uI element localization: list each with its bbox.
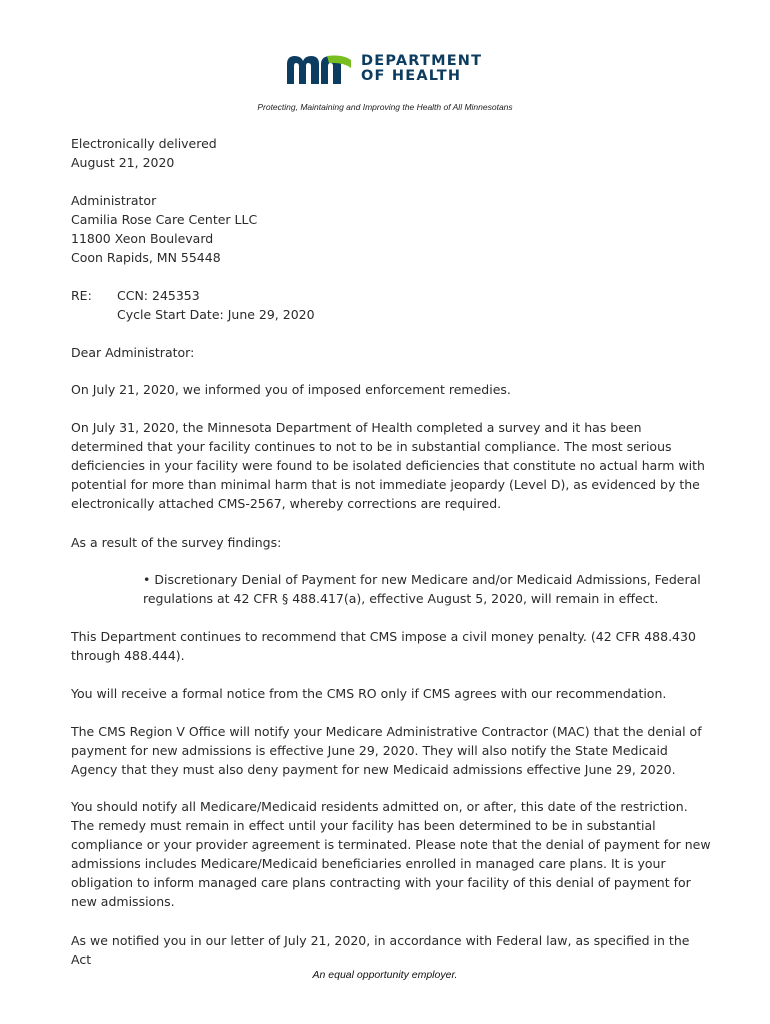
paragraph-1-text: On July 21, 2020, we informed you of imposed enforcement remedies. (71, 382, 511, 397)
paragraph-6 (71, 722, 711, 779)
recipient-facility: Camilia Rose Care Center LLC (71, 212, 258, 227)
paragraph-4 (71, 627, 711, 665)
delivery-method: Electronically delivered (71, 136, 217, 151)
recipient-city: Coon Rapids, MN 55448 (71, 250, 221, 265)
paragraph-5-text: You will receive a formal notice from the CMS RO only if CMS agrees with our recommendation. (71, 686, 667, 701)
re-cycle-start: Cycle Start Date: June 29, 2020 (117, 307, 315, 322)
paragraph-1 (71, 380, 711, 399)
paragraph-7 (71, 797, 711, 911)
tagline: Protecting, Maintaining and Improving the Health of All Minnesotans (257, 102, 513, 112)
salutation: Dear Administrator: (71, 345, 195, 360)
paragraph-7-text: You should notify all Medicare/Medicaid residents admitted on, or after, this date of the restriction. The remedy must remain in effect until your facility has been determined to be in substantial compliance or your provider agreement is terminated. Please note that the denial of payment for new admissions includes Medicare/Medicaid beneficiaries enrolled in managed care plans. It is your obligation to inform managed care plans contracting with your facility of this denial of payment for new admissions. (71, 799, 711, 909)
org-name-line2: OF HEALTH (361, 68, 462, 84)
mdh-logo (285, 52, 482, 86)
re-label: RE: (71, 288, 92, 303)
paragraph-2 (71, 418, 711, 513)
org-name-line1: DEPARTMENT (361, 53, 483, 69)
paragraph-4-text: This Department continues to recommend that CMS impose a civil money penalty. (42 CFR 488.430 through 488.444). (71, 629, 696, 663)
recipient-street: 11800 Xeon Boulevard (71, 231, 214, 246)
paragraph-8-text: As we notified you in our letter of July 21, 2020, in accordance with Federal law, as specified in the Act (71, 933, 690, 967)
paragraph-3-text: As a result of the survey findings: (71, 535, 282, 550)
re-ccn: CCN: 245353 (117, 288, 200, 303)
remedy-bullet (143, 570, 703, 608)
mn-logo-icon (285, 54, 353, 84)
paragraph-6-text: The CMS Region V Office will notify your Medicare Administrative Contractor (MAC) that the denial of payment for new admissions is effective June 29, 2020. They will also notify the State Medicaid Agency that they must also deny payment for new Medicaid admissions effective June 29, 2020. (71, 724, 702, 777)
paragraph-2-text: On July 31, 2020, the Minnesota Department of Health completed a survey and it has been determined that your facility continues to not to be in substantial compliance. The most serious deficiencies in your facility were found to be isolated deficiencies that constitute no actual harm with potential for more than minimal harm that is not immediate jeopardy (Level D), as evidenced by the electronically attached CMS-2567, whereby corrections are required. (71, 420, 705, 511)
remedy-bullet-text: • Discretionary Denial of Payment for new Medicare and/or Medicaid Admissions, Federal regulations at 42 CFR § 488.417(a), effective August 5, 2020, will remain in effect. (143, 572, 701, 606)
paragraph-5 (71, 684, 711, 703)
recipient-title: Administrator (71, 193, 157, 208)
footer-equal-opportunity: An equal opportunity employer. (312, 969, 458, 981)
paragraph-3 (71, 533, 711, 552)
paragraph-8 (71, 931, 711, 969)
letter-date: August 21, 2020 (71, 155, 175, 170)
